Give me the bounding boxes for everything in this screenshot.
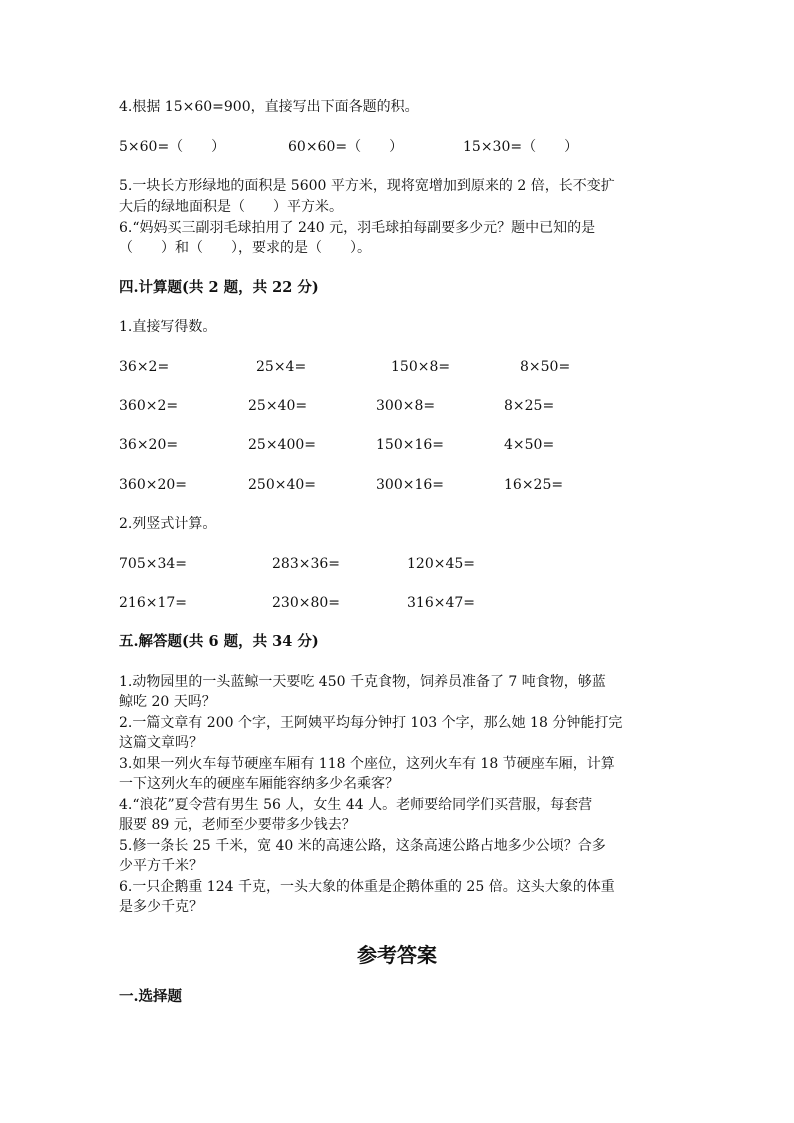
solve-line: 少平方千米？	[119, 858, 203, 874]
calc-q2-item: 120×45=	[407, 556, 475, 572]
solve-line: 3.如果一列火车每节硬座车厢有 118 个座位，这列火车有 18 节硬座车厢，计算	[119, 756, 615, 772]
answers-title: 参考答案	[357, 943, 437, 967]
calc-q2-item: 216×17=	[119, 595, 187, 611]
solve-line: 4.“浪花”夏令营有男生 56 人，女生 44 人。老师要给同学们买营服，每套营	[119, 797, 593, 813]
question-4-text: 4.根据 15×60=900，直接写出下面各题的积。	[119, 99, 419, 115]
solve-line: 这篇文章吗？	[119, 735, 203, 751]
calc-q2-item: 705×34=	[119, 556, 187, 572]
calc-q1-item: 150×16=	[376, 437, 444, 453]
calc-q1-item: 300×8=	[376, 398, 436, 414]
solve-line: 服要 89 元，老师至少要带多少钱去？	[119, 817, 356, 833]
answers-section-1-heading: 一.选择题	[119, 988, 183, 1005]
calc-q1-item: 300×16=	[376, 477, 444, 493]
section-5-heading: 五.解答题(共 6 题，共 34 分)	[119, 633, 319, 650]
question-4-item-2: 60×60=（ ）	[288, 139, 404, 155]
calc-q1-item: 25×40=	[248, 398, 308, 414]
question-6-line-1: 6.“妈妈买三副羽毛球拍用了 240 元，羽毛球拍每副要多少元？题中已知的是	[119, 220, 596, 236]
calc-q1-item: 25×4=	[256, 359, 307, 375]
calc-q1-item: 8×25=	[504, 398, 555, 414]
solve-line: 1.动物园里的一头蓝鲸一天要吃 450 千克食物，饲养员准备了 7 吨食物，够蓝	[119, 674, 606, 690]
solve-line: 一下这列火车的硬座车厢能容纳多少名乘客？	[119, 776, 399, 792]
calc-q1-item: 150×8=	[391, 359, 451, 375]
question-4-item-1: 5×60=（ ）	[119, 139, 226, 155]
solve-line: 鲸吃 20 天吗？	[119, 694, 216, 710]
solve-line: 是多少千克？	[119, 899, 203, 915]
section-4-heading: 四.计算题(共 2 题，共 22 分)	[119, 279, 319, 296]
calc-q1-item: 36×20=	[119, 437, 179, 453]
calc-q1-item: 25×400=	[248, 437, 316, 453]
solve-line: 5.修一条长 25 千米，宽 40 米的高速公路，这条高速公路占地多少公顷？合多	[119, 838, 606, 854]
calc-q1-item: 4×50=	[504, 437, 555, 453]
calc-q2-item: 316×47=	[407, 595, 475, 611]
calc-q1-item: 250×40=	[248, 477, 316, 493]
solve-line: 2.一篇文章有 200 个字，王阿姨平均每分钟打 103 个字，那么她 18 分钟能打完	[119, 715, 623, 731]
calc-q1-item: 16×25=	[504, 477, 564, 493]
solve-line: 6.一只企鹅重 124 千克，一头大象的体重是企鹅体重的 25 倍。这头大象的体重	[119, 879, 615, 895]
calc-q2-title: 2.列竖式计算。	[119, 516, 217, 532]
calc-q2-item: 230×80=	[272, 595, 340, 611]
question-5-line-2: 大后的绿地面积是（ ）平方米。	[119, 199, 343, 215]
calc-q2-item: 283×36=	[272, 556, 340, 572]
question-5-line-1: 5.一块长方形绿地的面积是 5600 平方米，现将宽增加到原来的 2 倍，长不变扩	[119, 178, 615, 194]
calc-q1-item: 360×2=	[119, 398, 179, 414]
calc-q1-item: 360×20=	[119, 477, 187, 493]
calc-q1-item: 8×50=	[520, 359, 571, 375]
calc-q1-item: 36×2=	[119, 359, 170, 375]
question-4-item-3: 15×30=（ ）	[463, 139, 579, 155]
question-6-line-2: （ ）和（ ），要求的是（ ）。	[119, 240, 371, 256]
calc-q1-title: 1.直接写得数。	[119, 319, 217, 335]
